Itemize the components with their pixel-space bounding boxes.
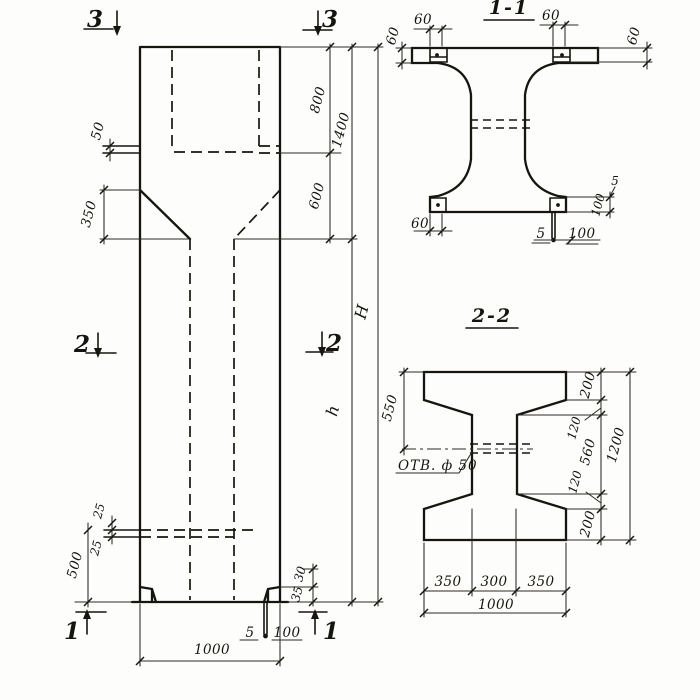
section-1-1 bbox=[383, 0, 652, 244]
dim-upper-800: 800 bbox=[306, 84, 330, 116]
elevation-outline bbox=[132, 47, 288, 602]
section-2-2-title: 2-2 bbox=[471, 305, 513, 327]
dim-foot-rise-30: 30 bbox=[291, 564, 309, 584]
dim-anchor-plate-100: 100 bbox=[273, 625, 301, 641]
elevation-hidden-lines bbox=[140, 50, 281, 600]
dim-5-right: 5 bbox=[611, 174, 619, 188]
dim-100-bottom: 100 bbox=[568, 226, 596, 242]
dim-60-side-right: 60 bbox=[624, 25, 645, 47]
dim-lower-500: 500 bbox=[63, 549, 87, 581]
dim-gap-25a: 25 bbox=[90, 501, 108, 521]
marker-1-right: 1 bbox=[322, 618, 340, 645]
dim-1000-section: 1000 bbox=[478, 597, 514, 613]
elevation-dim-texts bbox=[64, 85, 373, 658]
dim-100-right: 100 bbox=[588, 192, 608, 218]
hole-label: ОТВ. ф 50 bbox=[398, 458, 478, 474]
section-1-1-dim-texts bbox=[383, 8, 644, 242]
section-2-2-dim-texts bbox=[379, 370, 629, 613]
marker-2-left: 2 bbox=[73, 331, 91, 358]
section-1-1-outline bbox=[412, 48, 598, 212]
marker-3-left: 3 bbox=[86, 6, 104, 33]
dim-total-H: H bbox=[350, 302, 373, 321]
dim-shaft-h: h bbox=[322, 402, 344, 419]
dim-width-1000: 1000 bbox=[194, 642, 230, 658]
dim-ledge-plate-50: 50 bbox=[88, 120, 109, 142]
dim-top-total-1400: 1400 bbox=[328, 110, 354, 150]
dim-560: 560 bbox=[576, 436, 600, 468]
section-1-1-title: 1-1 bbox=[488, 0, 530, 19]
dim-anchor-gap-5: 5 bbox=[245, 625, 255, 641]
elevation-view bbox=[64, 6, 383, 666]
dim-550: 550 bbox=[378, 392, 402, 424]
dim-1200: 1200 bbox=[603, 425, 629, 465]
dim-300-middle: 300 bbox=[480, 574, 508, 590]
dim-60-side-left: 60 bbox=[383, 25, 404, 47]
marker-2-right: 2 bbox=[325, 330, 343, 357]
dim-200-top: 200 bbox=[576, 369, 600, 401]
dim-gap-25b: 25 bbox=[87, 538, 105, 558]
dim-60-top-right: 60 bbox=[542, 8, 560, 24]
dim-200-bottom: 200 bbox=[576, 508, 600, 540]
dim-350-right: 350 bbox=[527, 574, 555, 590]
dim-5-bottom: 5 bbox=[536, 226, 546, 242]
section-1-1-plates bbox=[430, 48, 570, 242]
marker-1-left: 1 bbox=[63, 618, 81, 645]
dim-350-left: 350 bbox=[434, 574, 462, 590]
marker-3-right: 3 bbox=[321, 6, 339, 33]
dim-foot-height-35: 35 bbox=[288, 584, 306, 604]
dim-middle-600: 600 bbox=[305, 180, 329, 212]
section-2-2 bbox=[379, 305, 636, 617]
section-markers bbox=[64, 6, 342, 645]
section-2-2-outline bbox=[402, 372, 566, 540]
dim-120-bottom: 120 bbox=[565, 469, 585, 495]
dim-120-top: 120 bbox=[564, 415, 584, 441]
dim-60-bottom-left: 60 bbox=[411, 216, 429, 232]
dim-60-top-left: 60 bbox=[414, 12, 432, 28]
elevation-embed-plates bbox=[103, 146, 268, 638]
dim-taper-350: 350 bbox=[77, 198, 101, 230]
